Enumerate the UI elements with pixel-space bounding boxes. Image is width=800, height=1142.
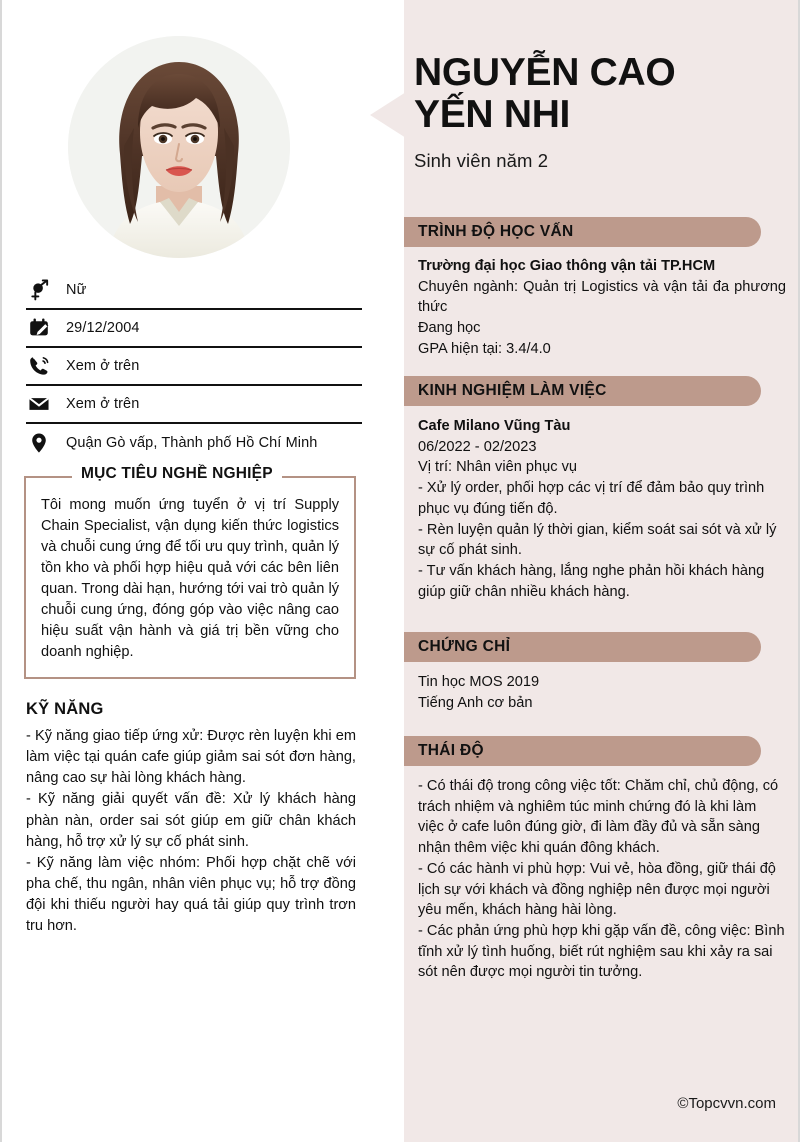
section-bar-label-attitude: THÁI ĐỘ [418, 742, 484, 759]
calendar-icon [26, 315, 52, 341]
contact-value-location: Quận Gò vấp, Thành phố Hồ Chí Minh [66, 435, 318, 451]
experience-duty: - Xử lý order, phối hợp các vị trí để đảm bảo quy trình phục vụ đúng tiến độ. [418, 480, 765, 517]
skills-title: KỸ NĂNG [26, 700, 104, 718]
contact-row-gender [26, 272, 362, 310]
skill-item: - Kỹ năng giải quyết vấn đề: Xử lý khách hàng phàn nàn, order sai sót giúp em giữ chân khách hàng, hỗ trợ xử lý sự cố phát sinh. [26, 791, 356, 850]
contact-row-birthday [26, 310, 362, 348]
contact-value-phone: Xem ở trên [66, 358, 140, 374]
attitude-item: - Các phản ứng phù hợp khi gặp vấn đề, công việc: Bình tĩnh xử lý tình huống, biết rút nghiệm sau khi xảy ra sai sót nên được mọi người tin tưởng. [418, 923, 785, 981]
job-title: Sinh viên năm 2 [414, 150, 549, 172]
skill-item: - Kỹ năng làm việc nhóm: Phối hợp chặt chẽ với pha chế, thu ngân, nhân viên phục vụ; hỗ trợ đồng đội khi thiếu người hay quá tải giúp quy trình trơn tru hơn. [26, 854, 356, 935]
objective-box [24, 476, 356, 679]
section-bar-certificates [404, 632, 761, 662]
certificate-item: Tiếng Anh cơ bản [418, 694, 533, 711]
contact-value-email: Xem ở trên [66, 396, 140, 412]
education-body [418, 256, 786, 360]
experience-company: Cafe Milano Vũng Tàu [418, 418, 571, 434]
contact-row-email [26, 386, 362, 424]
objective-section [24, 465, 356, 679]
right-column [404, 0, 800, 1142]
experience-position: Vị trí: Nhân viên phục vụ [418, 459, 577, 476]
contact-list [26, 272, 362, 462]
attitude-item: - Có các hành vi phù hợp: Vui vẻ, hòa đồng, giữ thái độ lịch sự với khách và đồng nghiệp nên được mọi người yêu mến, khách hàng hài lòng. [418, 860, 776, 919]
contact-value-birthday: 29/12/2004 [66, 320, 140, 336]
name-block [414, 52, 794, 172]
education-major: Chuyên ngành: Quản trị Logistics và vận tải đa phương thức [418, 278, 786, 316]
experience-duty: - Rèn luyện quản lý thời gian, kiểm soát sai sót và xử lý sự cố phát sinh. [418, 521, 777, 559]
location-icon [26, 430, 52, 456]
certificate-item: Tin học MOS 2019 [418, 674, 540, 690]
skill-item: - Kỹ năng giao tiếp ứng xử: Được rèn luyện khi em làm việc tại quán cafe giúp giảm sai sót đơn hàng, nâng cao sự hài lòng khách hàng. [26, 728, 356, 787]
left-column [2, 0, 398, 1142]
education-status: Đang học [418, 320, 481, 337]
skills-section [26, 700, 356, 938]
gender-icon [26, 277, 52, 303]
phone-icon [26, 353, 52, 379]
experience-period: 06/2022 - 02/2023 [418, 438, 537, 455]
section-bar-label-experience: KINH NGHIỆM LÀM VIỆC [418, 382, 607, 399]
contact-value-gender: Nữ [66, 282, 87, 298]
section-bar-label-education: TRÌNH ĐỘ HỌC VẤN [418, 223, 574, 240]
section-bar-attitude [404, 736, 761, 766]
section-bar-education [404, 217, 761, 247]
section-bar-experience [404, 376, 761, 406]
experience-duty: - Tư vấn khách hàng, lắng nghe phản hồi khách hàng giúp giữ chân nhiều khách hàng. [418, 563, 765, 600]
email-icon [26, 391, 52, 417]
name-line-2: YẾN NHI [414, 93, 571, 137]
watermark: ©Topcvvn.com [677, 1095, 776, 1112]
education-gpa: GPA hiện tại: 3.4/4.0 [418, 340, 551, 357]
attitude-body [418, 776, 786, 983]
attitude-item: - Có thái độ trong công việc tốt: Chăm chỉ, chủ động, có trách nhiệm và nghiêm túc minh chứng đó là khi làm việc ở cafe luôn đúng giờ, đi làm đầy đủ và sẵn sàng nhận thêm việc khi quán đông khách. [418, 778, 779, 857]
objective-text: Tôi mong muốn ứng tuyển ở vị trí Supply Chain Specialist, vận dụng kiến thức logistics và chuỗi cung ứng để tối ưu quy trình, quản lý tồn kho và phối hợp hiệu quả với các bên liên quan. Trong dài hạn, hướng tới vai trò quản lý chuỗi cung ứng, đóng góp vào việc nâng cao hiệu suất vận hành và giá trị bền vững cho doanh nghiệp. [41, 497, 339, 660]
avatar [68, 36, 290, 258]
name-line-1: NGUYỄN CAO [414, 51, 676, 94]
objective-title: MỤC TIÊU NGHỀ NGHIỆP [72, 465, 282, 483]
contact-row-location [26, 424, 362, 462]
experience-body [418, 416, 786, 602]
certificates-body [418, 672, 786, 713]
page-title [414, 52, 794, 136]
education-school: Trường đại học Giao thông vận tải TP.HCM [418, 258, 716, 274]
section-bar-label-certificates: CHỨNG CHỈ [418, 638, 511, 655]
portrait-photo-icon [68, 36, 290, 258]
panel-notch-icon [370, 92, 406, 138]
contact-row-phone [26, 348, 362, 386]
